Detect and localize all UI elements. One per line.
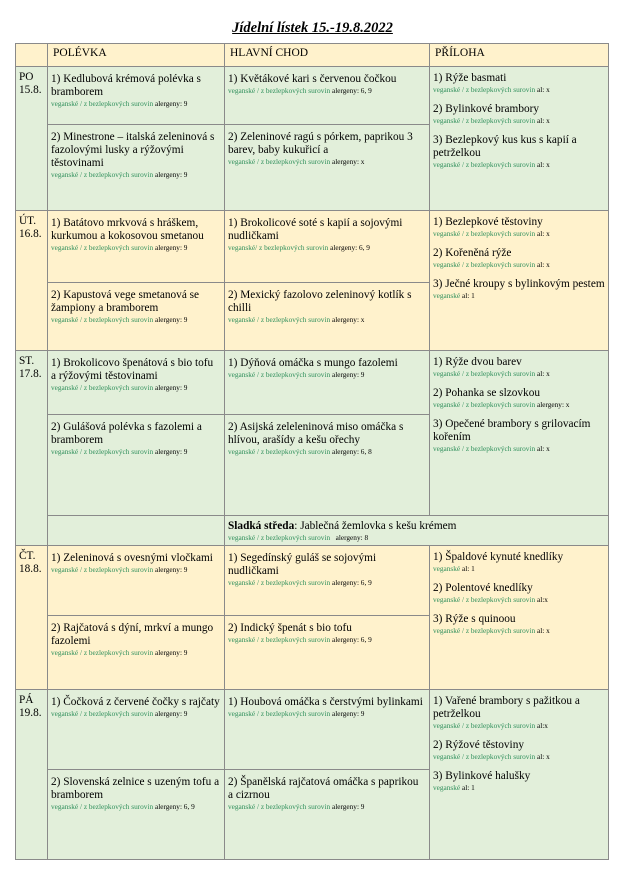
day-name: ÚT. — [19, 215, 37, 227]
side-cell — [430, 690, 609, 860]
allergens: al: x — [536, 160, 550, 169]
main-cell — [225, 770, 430, 860]
menu-item — [51, 131, 221, 180]
menu-item — [51, 357, 221, 393]
day-row — [16, 546, 609, 616]
diet-tag: veganské / z bezlepkových surovin — [228, 533, 331, 542]
dish-meta — [433, 400, 605, 410]
main-cell — [225, 67, 430, 125]
soup-cell — [48, 283, 225, 351]
dish-meta — [51, 243, 221, 253]
diet-tag: veganské / z bezlepkových surovin — [228, 802, 331, 811]
allergens: alergeny: 9 — [154, 565, 188, 574]
day-name: ČT. — [19, 550, 36, 562]
dish-meta — [433, 229, 605, 239]
dish-name: 1) Houbová omáčka s čerstvými bylinkami — [228, 696, 423, 708]
allergens: al: x — [536, 752, 550, 761]
diet-tag: veganské / z bezlepkových surovin — [433, 229, 536, 238]
diet-tag: veganské / z bezlepkových surovin — [433, 721, 536, 730]
dish-name: 3) Bezlepkový kus kus s kapií a petrželkou — [433, 134, 577, 159]
day-label — [16, 351, 48, 546]
day-row — [16, 67, 609, 125]
allergens: al: 1 — [461, 564, 475, 573]
diet-tag: veganské — [433, 291, 461, 300]
day-date: 18.8. — [19, 563, 42, 575]
dish-name: 2) Španělská rajčatová omáčka s paprikou a cizrnou — [228, 776, 419, 801]
diet-tag: veganské / z bezlepkových surovin — [51, 243, 154, 252]
dish-name: 1) Čočková z červené čočky s rajčaty — [51, 696, 220, 708]
dish-meta — [228, 533, 605, 543]
dish-name: 1) Špaldové kynuté knedlíky — [433, 551, 564, 563]
day-date: 15.8. — [19, 84, 42, 96]
diet-tag: veganské — [433, 564, 461, 573]
dish-meta — [433, 160, 605, 170]
dish-name: 2) Kořeněná rýže — [433, 247, 512, 259]
diet-tag: veganské / z bezlepkových surovin — [433, 626, 536, 635]
main-cell — [225, 690, 430, 770]
diet-tag: veganské / z bezlepkových surovin — [433, 595, 536, 604]
dish-meta — [433, 85, 605, 95]
diet-tag: veganské / z bezlepkových surovin — [433, 85, 536, 94]
dish-meta — [51, 315, 221, 325]
diet-tag: veganské / z bezlepkových surovin — [51, 709, 154, 718]
dish-meta — [51, 170, 221, 180]
dish-meta — [51, 383, 221, 393]
menu-item — [433, 582, 605, 605]
dish-meta — [51, 447, 221, 457]
menu-item — [433, 770, 605, 793]
menu-item — [433, 387, 605, 410]
menu-item — [228, 357, 426, 380]
dish-name: 1) Zeleninová s ovesnými vločkami — [51, 552, 213, 564]
allergens: alergeny: 9 — [154, 383, 188, 392]
dish-name: 1) Segedínský guláš se sojovými nudličkami — [228, 552, 377, 577]
dish-meta — [433, 291, 605, 301]
allergens: alergeny: 6, 8 — [331, 447, 372, 456]
soup-cell — [48, 351, 225, 415]
soup-cell — [48, 690, 225, 770]
main-cell — [225, 415, 430, 516]
dish-name: 1) Brokolicové soté s kapií a sojovými nudličkami — [228, 217, 403, 242]
soup-cell — [48, 415, 225, 516]
dish-name: 2) Zeleninové ragú s pórkem, paprikou 3 barev, baby kukuřicí a — [228, 131, 413, 156]
diet-tag: veganské / z bezlepkových surovin — [228, 315, 331, 324]
header-corner — [16, 44, 48, 67]
diet-tag: veganské / z bezlepkových surovin — [51, 99, 154, 108]
menu-item — [228, 776, 426, 812]
sweet-cell — [225, 516, 609, 546]
allergens: alergeny: 6, 9 — [331, 635, 372, 644]
menu-item — [228, 131, 426, 167]
menu-item — [51, 217, 221, 253]
allergens: alergeny: 9 — [154, 447, 188, 456]
menu-item — [228, 73, 426, 96]
diet-tag: veganské / z bezlepkových surovin — [51, 802, 154, 811]
diet-tag: veganské / z bezlepkových surovin — [51, 383, 154, 392]
dish-meta — [228, 578, 426, 588]
side-cell — [430, 546, 609, 690]
menu-item — [228, 696, 426, 719]
side-cell — [430, 351, 609, 516]
soup-cell — [48, 616, 225, 690]
diet-tag: veganské / z bezlepkových surovin — [51, 447, 154, 456]
dish-name: 1) Brokolicovo špenátová s bio tofu a rýžovými těstovinami — [51, 357, 214, 382]
allergens: al: x — [536, 85, 550, 94]
day-label — [16, 546, 48, 690]
dish-name: 1) Batátovo mrkvová s hráškem, kurkumou a kokosovou smetanou — [51, 217, 204, 242]
allergens: al:x — [536, 721, 548, 730]
dish-meta — [228, 243, 426, 253]
dish-name: 1) Květákové kari s červenou čočkou — [228, 73, 397, 85]
header-soup: POLÉVKA — [48, 44, 225, 67]
menu-item — [51, 421, 221, 457]
dish-name: 3) Ječné kroupy s bylinkovým pestem — [433, 278, 605, 290]
menu-item — [51, 552, 221, 575]
dish-meta — [51, 648, 221, 658]
menu-item — [433, 613, 605, 636]
dish-name: 2) Bylinkové brambory — [433, 103, 540, 115]
sweet-label: Sladká středa — [228, 520, 295, 532]
allergens: alergeny: 6, 9 — [331, 578, 372, 587]
main-cell — [225, 351, 430, 415]
menu-item — [228, 217, 426, 253]
dish-meta — [51, 709, 221, 719]
menu-item — [433, 695, 605, 731]
dish-meta — [433, 564, 605, 574]
menu-item — [51, 776, 221, 812]
allergens: al: 1 — [461, 783, 475, 792]
dish-name: 1) Bezlepkové těstoviny — [433, 216, 543, 228]
dish-name: 1) Vařené brambory s pažitkou a petrželkou — [433, 695, 580, 720]
dish-meta — [433, 626, 605, 636]
allergens: alergeny: 6, 9 — [154, 802, 195, 811]
diet-tag: veganské / z bezlepkových surovin — [433, 444, 536, 453]
dish-meta — [433, 444, 605, 454]
diet-tag: veganské / z bezlepkových surovin — [228, 635, 331, 644]
menu-item — [433, 278, 605, 301]
menu-title: Jídelní lístek 15.-19.8.2022 — [232, 20, 393, 36]
allergens: alergeny: x — [331, 315, 365, 324]
allergens: alergeny: 9 — [154, 170, 188, 179]
day-date: 17.8. — [19, 368, 42, 380]
menu-item — [433, 739, 605, 762]
allergens: alergeny: 8 — [335, 533, 369, 542]
dish-meta — [433, 783, 605, 793]
day-label — [16, 211, 48, 351]
day-name: ST. — [19, 355, 35, 367]
dish-name: 2) Indický špenát s bio tofu — [228, 622, 352, 634]
dish-name: 2) Pohanka se slzovkou — [433, 387, 540, 399]
allergens: alergeny: 9 — [154, 99, 188, 108]
dish-name: 2) Mexický fazolovo zeleninový kotlík s chilli — [228, 289, 412, 314]
dish-meta — [228, 709, 426, 719]
menu-item — [51, 696, 221, 719]
allergens: alergeny: 9 — [154, 315, 188, 324]
dish-name: 2) Minestrone – italská zeleninová s fazolovými lusky a rýžovými těstovinami — [51, 131, 215, 169]
menu-item — [433, 72, 605, 95]
menu-item — [433, 418, 605, 454]
diet-tag: veganské/ z bezlepkových surovin — [228, 243, 329, 252]
soup-cell — [48, 125, 225, 211]
allergens: alergeny: x — [331, 157, 365, 166]
diet-tag: veganské / z bezlepkových surovin — [51, 170, 154, 179]
menu-item — [433, 247, 605, 270]
diet-tag: veganské / z bezlepkových surovin — [433, 369, 536, 378]
dish-name: 2) Rajčatová s dýní, mrkví a mungo fazolemi — [51, 622, 214, 647]
dish-name: 2) Kapustová vege smetanová se žampiony a bramborem — [51, 289, 200, 314]
day-row — [16, 690, 609, 770]
dish-meta — [433, 369, 605, 379]
menu-item — [228, 552, 426, 588]
allergens: alergeny: 9 — [331, 802, 365, 811]
diet-tag: veganské / z bezlepkových surovin — [433, 160, 536, 169]
dish-meta — [228, 635, 426, 645]
allergens: alergeny: 9 — [331, 370, 365, 379]
menu-item — [228, 622, 426, 645]
header-main: HLAVNÍ CHOD — [225, 44, 430, 67]
dish-meta — [228, 86, 426, 96]
dish-name: 1) Dýňová omáčka s mungo fazolemi — [228, 357, 398, 369]
dish-meta — [433, 752, 605, 762]
menu-item — [51, 622, 221, 658]
day-row — [16, 211, 609, 283]
main-cell — [225, 546, 430, 616]
dish-name: 2) Asijská zeleleninová miso omáčka s hlívou, arašídy a kešu ořechy — [228, 421, 404, 446]
soup-cell — [48, 67, 225, 125]
menu-item — [433, 134, 605, 170]
soup-cell — [48, 546, 225, 616]
soup-cell — [48, 211, 225, 283]
day-label — [16, 690, 48, 860]
menu-item — [228, 421, 426, 457]
allergens: alergeny: 9 — [154, 709, 188, 718]
day-row — [16, 351, 609, 415]
dish-meta — [228, 370, 426, 380]
menu-item — [51, 73, 221, 109]
allergens: alergeny: x — [536, 400, 570, 409]
diet-tag: veganské / z bezlepkových surovin — [228, 709, 331, 718]
main-cell — [225, 616, 430, 690]
dish-name: 2) Gulášová polévka s fazolemi a bramborem — [51, 421, 202, 446]
day-name: PO — [19, 71, 34, 83]
side-cell — [430, 67, 609, 211]
dish-meta — [228, 157, 426, 167]
diet-tag: veganské / z bezlepkových surovin — [51, 648, 154, 657]
diet-tag: veganské / z bezlepkových surovin — [433, 400, 536, 409]
diet-tag: veganské / z bezlepkových surovin — [228, 157, 331, 166]
dish-name: 3) Rýže s quinoou — [433, 613, 516, 625]
dish-meta — [433, 260, 605, 270]
allergens: al: x — [536, 116, 550, 125]
sweet-dish: : Jablečná žemlovka s kešu krémem — [294, 520, 457, 532]
menu-item — [433, 551, 605, 574]
diet-tag: veganské / z bezlepkových surovin — [51, 315, 154, 324]
diet-tag: veganské / z bezlepkových surovin — [433, 260, 536, 269]
diet-tag: veganské / z bezlepkových surovin — [228, 86, 331, 95]
allergens: alergeny: 9 — [331, 709, 365, 718]
dish-meta — [433, 721, 605, 731]
diet-tag: veganské / z bezlepkových surovin — [51, 565, 154, 574]
dish-name: 1) Rýže dvou barev — [433, 356, 522, 368]
side-cell — [430, 211, 609, 351]
main-cell — [225, 283, 430, 351]
dish-meta — [51, 565, 221, 575]
menu-item — [433, 216, 605, 239]
header-row — [16, 44, 609, 67]
dish-meta — [51, 802, 221, 812]
menu-item — [51, 289, 221, 325]
dish-name: 2) Polentové knedlíky — [433, 582, 533, 594]
diet-tag: veganské — [433, 783, 461, 792]
dish-name: 1) Kedlubová krémová polévka s bramborem — [51, 73, 201, 98]
main-cell — [225, 211, 430, 283]
dish-name: 3) Bylinkové halušky — [433, 770, 531, 782]
dish-meta — [228, 802, 426, 812]
header-side: PŘÍLOHA — [430, 44, 609, 67]
dish-name: 2) Slovenská zelnice s uzeným tofu a bramborem — [51, 776, 220, 801]
menu-item — [433, 356, 605, 379]
dish-meta — [228, 315, 426, 325]
allergens: al: x — [536, 260, 550, 269]
allergens: al: 1 — [461, 291, 475, 300]
main-cell — [225, 125, 430, 211]
allergens: al: x — [536, 229, 550, 238]
day-label — [16, 67, 48, 211]
empty-cell — [48, 516, 225, 546]
menu-table — [15, 43, 609, 860]
diet-tag: veganské / z bezlepkových surovin — [228, 370, 331, 379]
dish-meta — [228, 447, 426, 457]
allergens: al: x — [536, 626, 550, 635]
allergens: al:x — [536, 595, 548, 604]
allergens: al: x — [536, 369, 550, 378]
day-date: 19.8. — [19, 707, 42, 719]
allergens: al: x — [536, 444, 550, 453]
allergens: alergeny: 9 — [154, 648, 188, 657]
diet-tag: veganské / z bezlepkových surovin — [433, 752, 536, 761]
day-date: 16.8. — [19, 228, 42, 240]
dish-meta — [433, 595, 605, 605]
diet-tag: veganské / z bezlepkových surovin — [228, 578, 331, 587]
sweet-row — [16, 516, 609, 546]
dish-meta — [51, 99, 221, 109]
allergens: alergeny: 6, 9 — [331, 86, 372, 95]
menu-item — [228, 289, 426, 325]
diet-tag: veganské / z bezlepkových surovin — [228, 447, 331, 456]
allergens: alergeny: 6, 9 — [330, 243, 370, 252]
dish-name: 1) Rýže basmati — [433, 72, 507, 84]
dish-name: 3) Opečené brambory s grilovacím kořením — [433, 418, 591, 443]
diet-tag: veganské / z bezlepkových surovin — [433, 116, 536, 125]
dish-name: 2) Rýžové těstoviny — [433, 739, 524, 751]
allergens: alergeny: 9 — [154, 243, 188, 252]
soup-cell — [48, 770, 225, 860]
day-name: PÁ — [19, 694, 34, 706]
dish-meta — [433, 116, 605, 126]
menu-item — [433, 103, 605, 126]
